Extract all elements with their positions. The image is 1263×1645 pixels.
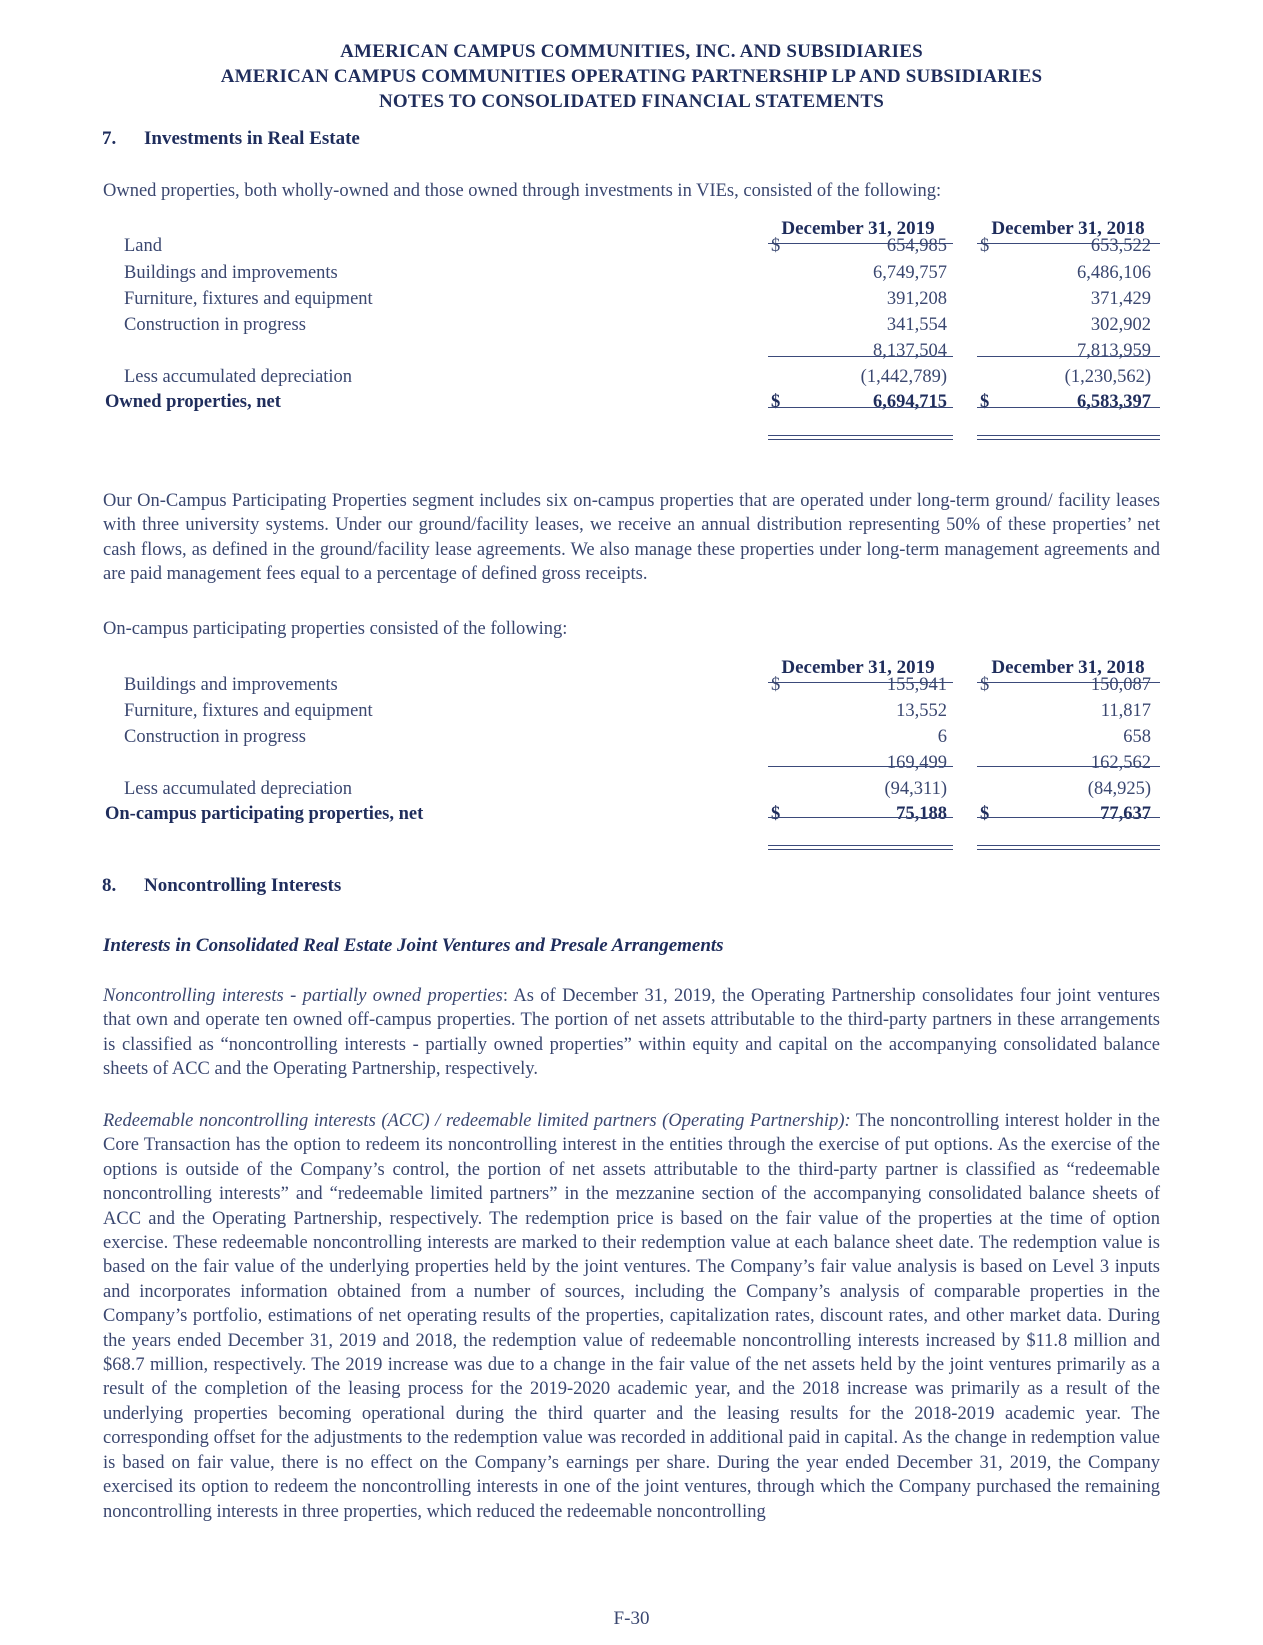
column-header-2018: December 31, 2018 bbox=[991, 218, 1145, 239]
paragraph-body: : As of December 31, 2019, the Operating Partnership consolidates four joint ventures that own and operate ten owned off-campus properties. The portion of net assets attributable to the third-party partners in these arrangements is classified as “noncontrolling interests - partially owned properties” within equity and capital on the accompanying consolidated balance sheets of ACC and the Operating Partnership, respectively. bbox=[103, 986, 1160, 1080]
row-label: Furniture, fixtures and equipment bbox=[124, 701, 373, 721]
value-2019: 8,137,504 bbox=[873, 341, 947, 361]
total-double-underline bbox=[768, 435, 953, 440]
on-campus-segment-paragraph: Our On-Campus Participating Properties segment includes six on-campus properties that are operated under long-term ground/ facility leases with three university systems. Under our ground/facility leases, we receive an annual distribution representing 50% of these properties’ net cash flows, as defined in the ground/facility lease agreements. We also manage these properties under long-term management agreements and are paid management fees equal to a percentage of defined gross receipts. bbox=[103, 491, 1160, 585]
row-label: Construction in progress bbox=[124, 727, 306, 747]
paragraph-lead: Noncontrolling interests - partially owned properties bbox=[103, 986, 503, 1006]
value-2019: 6,694,715 bbox=[873, 392, 947, 412]
subtotal-line bbox=[768, 356, 953, 357]
company-header-line-2: AMERICAN CAMPUS COMMUNITIES OPERATING PARTNERSHIP LP AND SUBSIDIARIES bbox=[220, 66, 1043, 87]
value-2018: 371,429 bbox=[1090, 289, 1151, 309]
value-2019: 169,499 bbox=[886, 753, 947, 773]
subtotal-line bbox=[977, 356, 1160, 357]
total-line bbox=[977, 817, 1160, 818]
value-2019: 13,552 bbox=[896, 701, 947, 721]
row-label: Less accumulated depreciation bbox=[124, 367, 353, 387]
table-row bbox=[0, 236, 1263, 262]
value-2018: 7,813,959 bbox=[1077, 341, 1151, 361]
total-line bbox=[768, 407, 953, 408]
value-2019: 341,554 bbox=[886, 315, 947, 335]
row-label: Buildings and improvements bbox=[124, 263, 338, 283]
table-row bbox=[0, 367, 1263, 393]
section-8-title: Noncontrolling Interests bbox=[144, 875, 342, 896]
value-2018: 162,562 bbox=[1090, 753, 1151, 773]
value-2018: 6,486,106 bbox=[1077, 263, 1151, 283]
value-2019: 75,188 bbox=[896, 804, 947, 824]
table-row bbox=[0, 315, 1263, 341]
table-total-row bbox=[0, 392, 1263, 418]
table-row bbox=[0, 675, 1263, 701]
total-double-underline bbox=[977, 845, 1160, 850]
currency-symbol: $ bbox=[771, 804, 781, 824]
on-campus-table-intro: On-campus participating properties consisted of the following: bbox=[103, 619, 568, 639]
row-label: Land bbox=[124, 236, 163, 256]
column-header-2019: December 31, 2019 bbox=[781, 218, 935, 239]
total-line bbox=[768, 817, 953, 818]
value-2018: 77,637 bbox=[1100, 804, 1151, 824]
row-label: Buildings and improvements bbox=[124, 675, 338, 695]
value-2019: 654,985 bbox=[886, 236, 947, 256]
value-2019: 155,941 bbox=[886, 675, 947, 695]
total-line bbox=[977, 407, 1160, 408]
value-2019: 6 bbox=[937, 727, 947, 747]
row-label: Less accumulated depreciation bbox=[124, 779, 353, 799]
row-label: On-campus participating properties, net bbox=[105, 804, 424, 824]
subtotal-line bbox=[768, 766, 953, 767]
value-2019: (94,311) bbox=[884, 779, 947, 799]
page-number: F-30 bbox=[613, 1608, 650, 1629]
value-2018: (1,230,562) bbox=[1064, 367, 1151, 387]
row-label: Furniture, fixtures and equipment bbox=[124, 289, 373, 309]
total-double-underline bbox=[768, 845, 953, 850]
on-campus-properties-table bbox=[0, 655, 1263, 895]
partially-owned-paragraph bbox=[103, 984, 1160, 1082]
currency-symbol: $ bbox=[980, 804, 990, 824]
table-row bbox=[0, 289, 1263, 315]
value-2018: 653,522 bbox=[1090, 236, 1151, 256]
value-2018: 658 bbox=[1123, 727, 1151, 747]
currency-symbol: $ bbox=[980, 675, 990, 695]
section-7-intro: Owned properties, both wholly-owned and those owned through investments in VIEs, consisted of the following: bbox=[103, 181, 942, 201]
section-8-subheading: Interests in Consolidated Real Estate Joint Ventures and Presale Arrangements bbox=[103, 935, 724, 956]
table-row bbox=[0, 701, 1263, 727]
row-label: Construction in progress bbox=[124, 315, 306, 335]
currency-symbol: $ bbox=[771, 675, 781, 695]
row-label: Owned properties, net bbox=[105, 392, 281, 412]
value-2019: (1,442,789) bbox=[860, 367, 947, 387]
value-2018: (84,925) bbox=[1087, 779, 1151, 799]
column-header-2019: December 31, 2019 bbox=[781, 657, 935, 678]
paragraph-lead: Redeemable noncontrolling interests (ACC) / redeemable limited partners (Operating Partnership): bbox=[103, 1111, 851, 1131]
redeemable-interests-paragraph bbox=[103, 1109, 1160, 1524]
value-2018: 150,087 bbox=[1090, 675, 1151, 695]
value-2018: 6,583,397 bbox=[1077, 392, 1151, 412]
value-2019: 391,208 bbox=[886, 289, 947, 309]
table-row bbox=[0, 727, 1263, 753]
subtotal-line bbox=[977, 766, 1160, 767]
table-row bbox=[0, 779, 1263, 805]
total-double-underline bbox=[977, 435, 1160, 440]
paragraph-body: The noncontrolling interest holder in the Core Transaction has the option to redeem its noncontrolling interest in the entities through the exercise of put options. As the exercise of the options is outside of the Company’s control, the portion of net assets attributable to the third-party partner is classified as “redeemable noncontrolling interests” and “redeemable limited partners” in the mezzanine section of the accompanying consolidated balance sheets of ACC and the Operating Partnership, respectively. The redemption price is based on the fair value of the properties at the time of option exercise. These redeemable noncontrolling interests are marked to their redemption value at each balance sheet date. The redemption value is based on the fair value of the underlying properties held by the joint ventures. The Company’s fair value analysis is based on Level 3 inputs and incorporates information obtained from a number of sources, including the Company’s analysis of comparable properties in the Company’s portfolio, estimations of net operating results of the properties, capitalization rates, discount rates, and other market data. During the years ended December 31, 2019 and 2018, the redemption value of redeemable noncontrolling interests increased by $11.8 million and $68.7 million, respectively. The 2019 increase was due to a change in the fair value of the net assets held by the joint ventures primarily as a result of the completion of the leasing process for the 2019-2020 academic year, and the 2018 increase was primarily as a result of the underlying properties becoming operational during the third quarter and the leasing results for the 2018-2019 academic year. The corresponding offset for the adjustments to the redemption value was recorded in additional paid in capital. As the change in redemption value is based on fair value, there is no effect on the Company’s earnings per share. During the year ended December 31, 2019, the Company exercised its option to redeem the noncontrolling interests in one of the joint ventures, through which the Company purchased the remaining noncontrolling interests in three properties, which reduced the redeemable noncontrolling bbox=[103, 1111, 1160, 1522]
value-2018: 302,902 bbox=[1090, 315, 1151, 335]
table-row bbox=[0, 263, 1263, 289]
currency-symbol: $ bbox=[771, 392, 781, 412]
currency-symbol: $ bbox=[771, 236, 781, 256]
company-header-line-1: AMERICAN CAMPUS COMMUNITIES, INC. AND SUBSIDIARIES bbox=[340, 41, 923, 62]
section-7-number: 7. bbox=[102, 128, 117, 149]
document-title: NOTES TO CONSOLIDATED FINANCIAL STATEMENTS bbox=[379, 91, 884, 112]
table-row bbox=[0, 341, 1263, 367]
owned-properties-table bbox=[0, 216, 1263, 456]
currency-symbol: $ bbox=[980, 236, 990, 256]
section-8-number: 8. bbox=[102, 875, 117, 896]
currency-symbol: $ bbox=[980, 392, 990, 412]
section-7-title: Investments in Real Estate bbox=[144, 128, 360, 149]
column-header-2018: December 31, 2018 bbox=[991, 657, 1145, 678]
value-2019: 6,749,757 bbox=[873, 263, 947, 283]
value-2018: 11,817 bbox=[1100, 701, 1151, 721]
